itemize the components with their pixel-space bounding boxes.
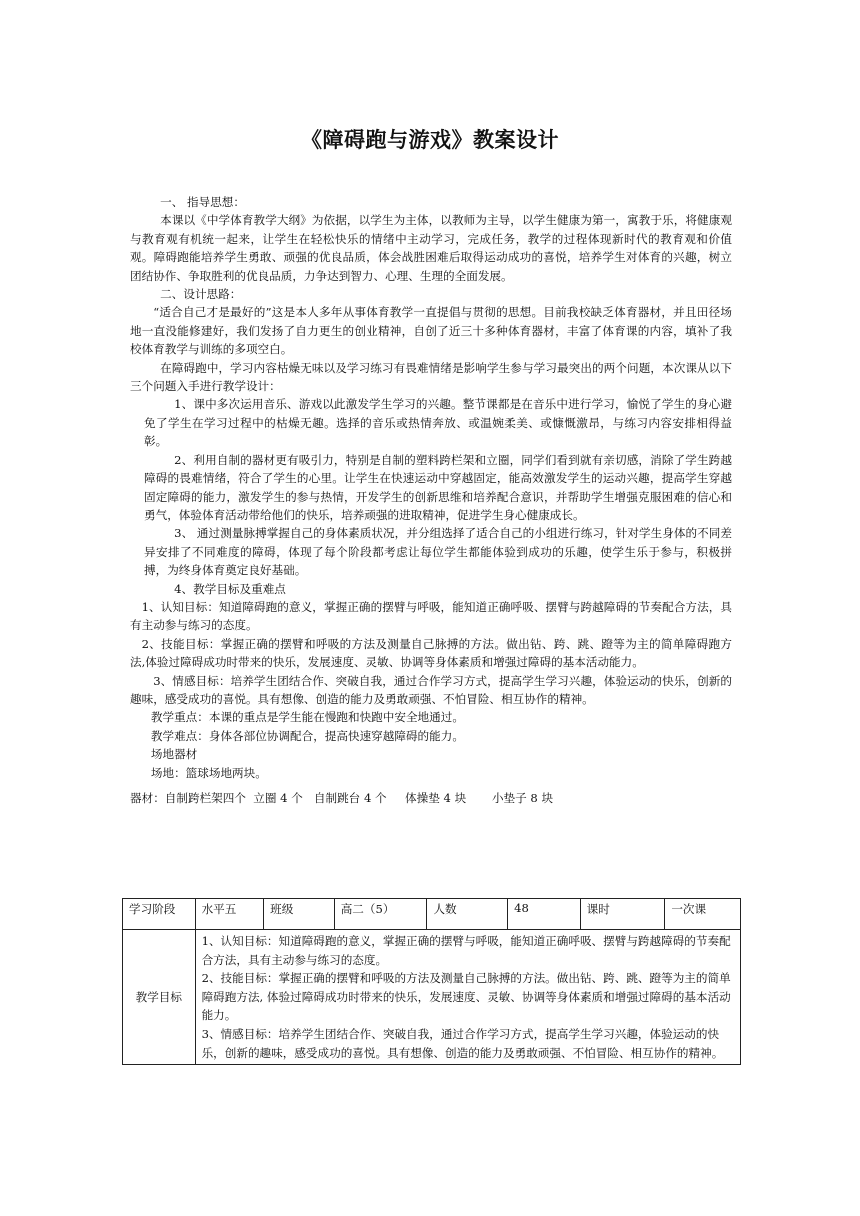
design-paragraph-1: “适合自己才是最好的”这是本人多年从事体育教学一直提倡与贯彻的思想。目前我校缺乏体育器材，并且田径场地一直没能修建好，我们发扬了自力更生的创业精神，自创了近三十多种体育器材，丰富了体育课的内容，填补了我校体育教学与训练的多项空白。 [130, 305, 732, 357]
design-item-3: 3、 通过测量脉搏掌握自己的身体素质状况，并分组选择了适合自己的小组进行练习，针对学生身体的不同差异安排了不同难度的障碍，体现了每个阶段都考虑让每位学生都能体验到成功的乐趣，使学生乐于参与，积极拼搏，为终身体育奠定良好基础。 [144, 526, 732, 578]
cell-goals-content [195, 930, 740, 1065]
cell-goals-label: 教学目标 [123, 930, 196, 1065]
document-title: 《障碍跑与游戏》教案设计 [301, 128, 559, 152]
cell-count-value: 48 [508, 899, 581, 930]
goal-emotion: 3、情感目标：培养学生团结合作、突破自我，通过合作学习方式，提高学生学习兴趣，体验运动的快乐，创新的趣味，感受成功的喜悦。具有想像、创造的能力及勇敢顽强、不怕冒险、相互协作的精神。 [130, 673, 732, 706]
lesson-plan-table [122, 898, 741, 1065]
goal-cognitive: 1、认知目标：知道障碍跑的意义，掌握正确的摆臂与呼吸，能知道正确呼吸、摆臂与跨越障碍的节奏配合方法，具有主动参与练习的态度。 [130, 599, 732, 633]
table-goal-3: 3、情感目标：培养学生团结合作、突破自我，通过合作学习方式，提高学生学习兴趣，体验运动的快乐，创新的趣味，感受成功的喜悦。具有想像、创造的能力及勇敢顽强、不怕冒险、相互协作的精神。 [201, 1026, 724, 1060]
table-header-row [123, 899, 741, 930]
section-design-heading: 二、设计思路： [160, 287, 242, 302]
cell-stage-value: 水平五 [195, 899, 264, 930]
design-item-1: 1、课中多次运用音乐、游戏以此激发学生学习的兴趣。整节课都是在音乐中进行学习，愉悦了学生的身心避免了学生在学习过程中的枯燥无趣。选择的音乐或热情奔放、或温婉柔美、或慷慨激昂，与练习内容安排相得益彰。 [144, 397, 732, 449]
table-goals-row [123, 930, 741, 1065]
design-items [130, 395, 732, 597]
table-goal-1: 1、认知目标：知道障碍跑的意义，掌握正确的摆臂与呼吸，能知道正确呼吸、摆臂与跨越障碍的节奏配合方法，具有主动参与练习的态度。 [201, 934, 731, 967]
venue-heading: 场地器材 [150, 747, 198, 762]
document-body [130, 193, 732, 782]
cell-period-label: 课时 [580, 899, 665, 930]
cell-period-value: 一次课 [665, 899, 741, 930]
goal-skill: 2、技能目标：掌握正确的摆臂和呼吸的方法及测量自己脉搏的方法。做出钻、跨、跳、蹬等为主的简单障碍跑方法,体验过障碍成功时带来的快乐，发展速度、灵敏、协调等身体素质和增强过障碍的基本活动能力。 [130, 636, 732, 670]
cell-stage-label: 学习阶段 [123, 899, 196, 930]
teaching-difficulty: 教学难点：身体各部位协调配合，提高快速穿越障碍的能力。 [150, 728, 464, 743]
venue-text: 场地：篮球场地两块。 [150, 765, 267, 780]
cell-count-label: 人数 [427, 899, 508, 930]
table-goal-2: 2、技能目标：掌握正确的摆臂和呼吸的方法及测量自己脉搏的方法。做出钻、跨、跳、蹬等为主的简单障碍跑方法, 体验过障碍成功时带来的快乐，发展速度、灵敏、协调等身体素质和增强过障碍的基本活动能力。 [201, 971, 731, 1023]
equipment-line: 器材：自制跨栏架四个 立圈 4 个 自制跳台 4 个 体操垫 4 块 小垫子 8 块 [130, 791, 554, 805]
design-paragraph-2: 在障碍跑中，学习内容枯燥无味以及学习练习有畏难情绪是影响学生参与学习最突出的两个问题，本次课从以下三个问题入手进行教学设计： [130, 360, 732, 394]
cell-class-label: 班级 [264, 899, 335, 930]
section-guiding-heading: 一、 指导思想： [160, 195, 245, 209]
section-guiding-paragraph: 本课以《中学体育教学大纲》为依据，以学生为主体，以教师为主导，以学生健康为第一，寓教于乐，将健康观与教育观有机统一起来，让学生在轻松快乐的情绪中主动学习，完成任务，教学的过程体现新时代的教育观和价值观。障碍跑能培养学生勇敢、顽强的优良品质，体会战胜困难后取得运动成功的喜悦，培养学生对体育的兴趣，树立团结协作、争取胜利的优良品质，力争达到智力、心理、生理的全面发展。 [130, 213, 732, 283]
teaching-key-point: 教学重点：本课的重点是学生能在慢跑和快跑中安全地通过。 [150, 710, 464, 725]
design-item-2: 2、利用自制的器材更有吸引力，特别是自制的塑料跨栏架和立圈，同学们看到就有亲切感，消除了学生跨越障碍的畏难情绪，符合了学生的心里。让学生在快速运动中穿越固定，能高效激发学生的运动兴趣，提高学生穿越固定障碍的能力，激发学生的参与热情，开发学生的创新思维和培养配合意识，并帮助学生增强克服困难的信心和勇气，体验体育活动带给他们的快乐，培养顽强的进取精神，促进学生身心健康成长。 [144, 452, 732, 522]
goals-heading: 4、教学目标及重难点 [174, 581, 286, 596]
cell-class-value: 高二（5） [334, 899, 427, 930]
